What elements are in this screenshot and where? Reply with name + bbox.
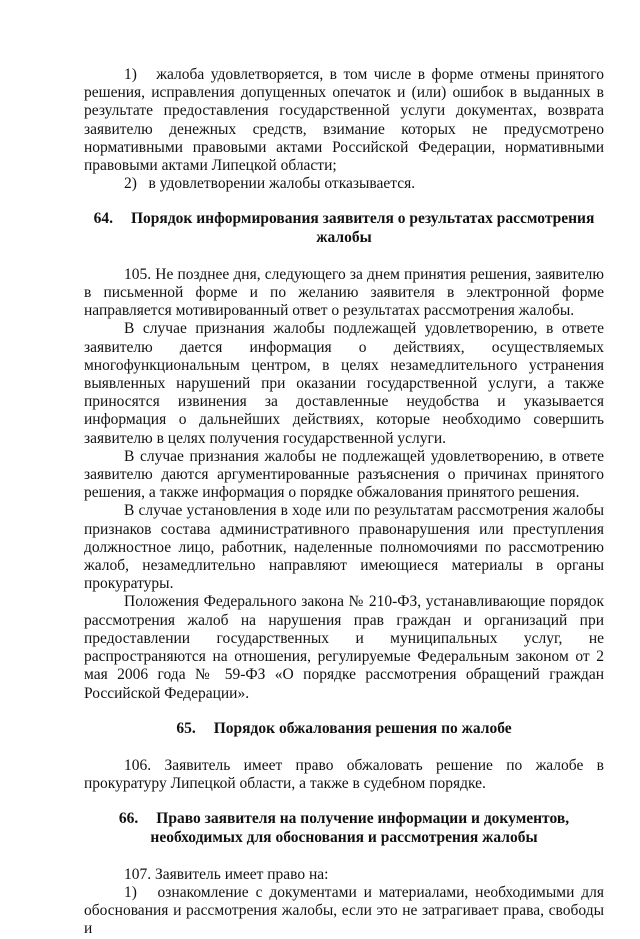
outcome-item-2: 2) в удовлетворении жалобы отказывается. — [124, 175, 416, 193]
paragraph-complaint-not-satisfied: В случае признания жалобы не подлежащей удовлетворению, в ответе заявителю даются аргументированные разъяснения о причинах принятого решения, а также информация о порядке обжалования принятого решения. — [84, 447, 604, 502]
paragraph-107: 107. Заявитель имеет право на: — [124, 865, 329, 883]
paragraph-federal-law: Положения Федерального закона № 210-ФЗ, устанавливающие порядок рассмотрения жалоб на нарушения прав граждан и организаций при предоставлении государственных и муниципальных услуг, не распространяются на отношения, регулируемые Федеральным законом от 2 мая 2006 года № 59-ФЗ «О порядке рассмотрения обращений граждан Российской Федерации». — [84, 593, 604, 702]
section-65-title: Порядок обжалования решения по жалобе — [213, 719, 512, 737]
section-64-heading — [84, 210, 604, 246]
right-item-1: 1) ознакомление с документами и материалами, необходимыми для обоснования и рассмотрения жалобы, если это не затрагивает права, свободы и — [84, 883, 604, 938]
paragraph-complaint-satisfied: В случае признания жалобы подлежащей удовлетворению, в ответе заявителю дается информация о действиях, осуществляемых многофункциональным центром, в целях незамедлительного устранения выявленных нарушений при оказании государственной услуги, а также приносятся извинения за доставленные неудобства и указывается информация о дальнейших действиях, которые необходимо совершить заявителю в целях получения государственной услуги. — [84, 320, 604, 447]
paragraph-106: 106. Заявитель имеет право обжаловать решение по жалобе в прокуратуру Липецкой области, а также в судебном порядке. — [84, 756, 604, 793]
section-64-title: Порядок информирования заявителя о результатах рассмотрения жалобы — [131, 210, 595, 246]
section-66-title: Право заявителя на получение информации и документов, необходимых для обоснования и рассмотрения жалобы — [150, 810, 570, 846]
paragraph-violation: В случае установления в ходе или по результатам рассмотрения жалобы признаков состава административного правонарушения или преступления должностное лицо, работник, наделенные полномочиями по рассмотрению жалоб, незамедлительно направляют имеющиеся материалы в органы прокуратуры. — [84, 502, 604, 593]
section-65-heading — [84, 720, 604, 738]
section-65-number: 65. — [176, 719, 196, 737]
paragraph-105: 105. Не позднее дня, следующего за днем принятия решения, заявителю в письменной форме и по желанию заявителя в электронной форме направляется мотивированный ответ о результатах рассмотрения жалобы. — [84, 265, 604, 320]
outcome-item-1: 1) жалоба удовлетворяется, в том числе в форме отмены принятого решения, исправления допущенных опечаток и (или) ошибок в выданных в результате предоставления государственной услуги документах, возврата заявителю денежных средств, взимание которых не предусмотрено нормативными правовыми актами Российской Федерации, нормативными правовыми актами Липецкой области; — [84, 66, 604, 175]
section-66-number: 66. — [118, 810, 139, 828]
section-64-number: 64. — [93, 210, 113, 228]
document-body — [84, 66, 604, 939]
section-66-heading — [84, 810, 604, 846]
